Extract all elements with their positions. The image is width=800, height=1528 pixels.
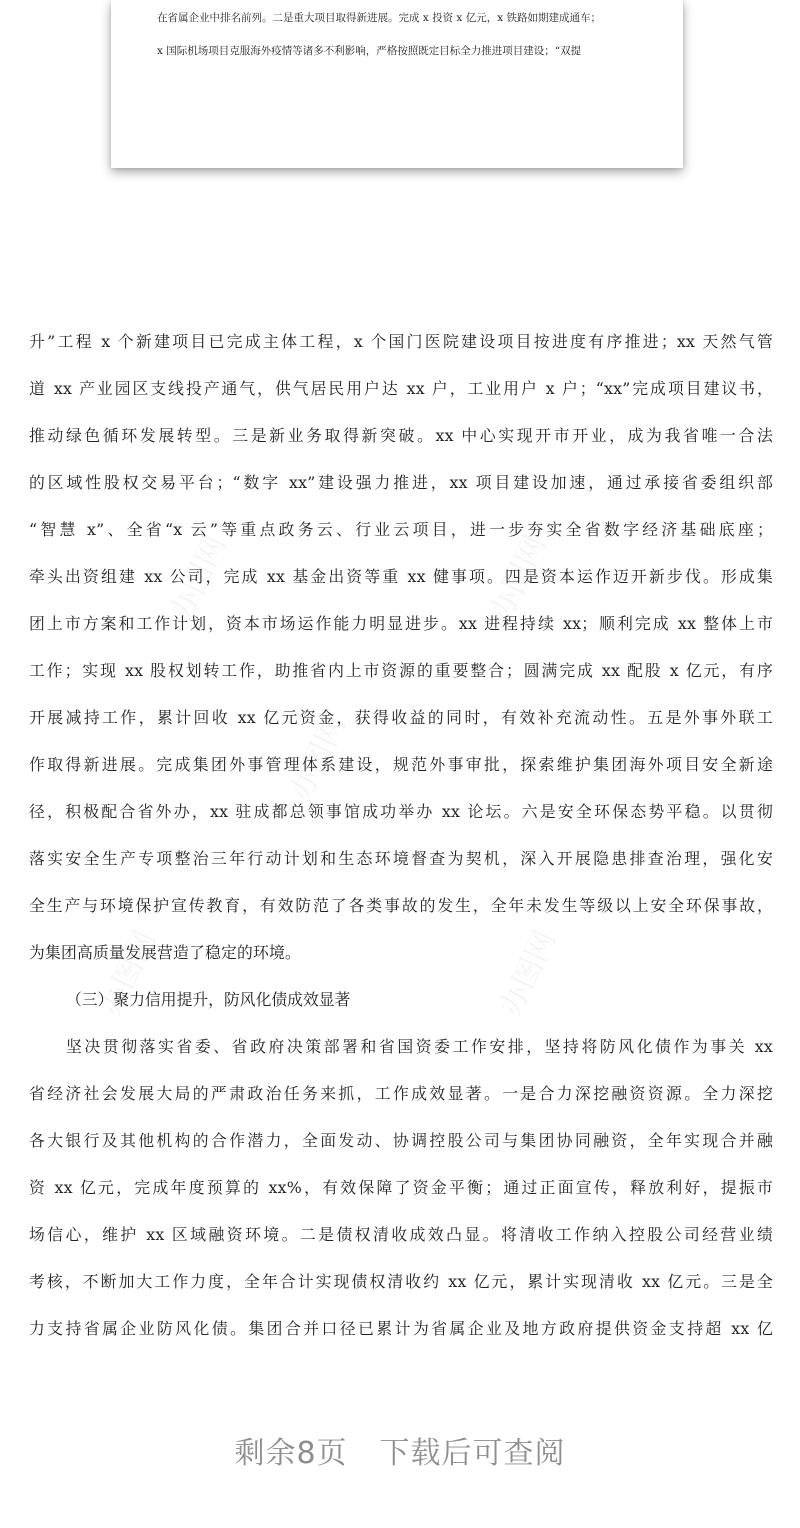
paragraph-line: 作取得新进展。完成集团外事管理体系建设，规范外事审批，探索维护集团海外项目安全新途 xyxy=(29,755,773,774)
paragraph-line: 牵头出资组建 xx 公司，完成 xx 基金出资等重 xx 健事项。四是资本运作迈开新步伐。形成集 xyxy=(29,567,773,586)
paragraph-line: 考核，不断加大工作力度，全年合计实现债权清收约 xx 亿元，累计实现清收 xx 亿元。三是全 xyxy=(29,1272,773,1291)
paragraph-line: 的区域性股权交易平台；“数字 xx”建设强力推进，xx 项目建设加速，通过承接省委组织部 xyxy=(29,473,773,492)
download-hint-label[interactable]: 下载后可查阅 xyxy=(379,1436,566,1471)
paragraph-line: 开展减持工作，累计回收 xx 亿元资金，获得收益的同时，有效补充流动性。五是外事外联工 xyxy=(29,708,773,727)
paragraph-line: 升”工程 x 个新建项目已完成主体工程，x 个国门医院建设项目按进度有序推进；xx 天然气管 xyxy=(29,332,773,351)
paragraph-line: 坚决贯彻落实省委、省政府决策部署和省国资委工作安排，坚持将防风化债作为事关 xx xyxy=(66,1037,773,1056)
paragraph-line: 推动绿色循环发展转型。三是新业务取得新突破。xx 中心实现开市开业，成为我省唯一合法 xyxy=(29,426,773,445)
paragraph-line: 径，积极配合省外办，xx 驻成都总领事馆成功举办 xx 论坛。六是安全环保态势平稳。以贯彻 xyxy=(29,802,773,821)
remaining-pages-label[interactable]: 剩余8页 xyxy=(234,1436,348,1471)
paragraph-line: 落实安全生产专项整治三年行动计划和生态环境督查为契机，深入开展隐患排查治理，强化安 xyxy=(29,849,773,868)
preview-line-1: 在省属企业中排名前列。二是重大项目取得新进展。完成 x 投资 x 亿元，x 铁路如期建成通车； xyxy=(157,12,601,24)
paragraph-line: 工作；实现 xx 股权划转工作，助推省内上市资源的重要整合；圆满完成 xx 配股 x 亿元，有序 xyxy=(29,661,773,680)
paragraph-line: 团上市方案和工作计划，资本市场运作能力明显进步。xx 进程持续 xx；顺利完成 xx 整体上市 xyxy=(29,614,773,633)
paragraph-line: 场信心，维护 xx 区域融资环境。二是债权清收成效凸显。将清收工作纳入控股公司经营业绩 xyxy=(29,1225,773,1244)
paragraph-line: 为集团高质量发展营造了稳定的环境。 xyxy=(29,943,301,962)
paragraph-line: 各大银行及其他机构的合作潜力，全面发动、协调控股公司与集团协同融资，全年实现合并融 xyxy=(29,1131,773,1150)
section-heading: （三）聚力信用提升，防风化债成效显著 xyxy=(66,990,351,1009)
paragraph-line: “智慧 x”、全省“x 云”等重点政务云、行业云项目，进一步夯实全省数字经济基础底座； xyxy=(29,520,773,539)
page-preview-card xyxy=(111,0,683,168)
watermark-text xyxy=(486,922,564,1022)
paragraph-line: 道 xx 产业园区支线投产通气，供气居民用户达 xx 户，工业用户 x 户；“xx”完成项目建议书， xyxy=(29,379,773,398)
download-prompt[interactable] xyxy=(0,1428,800,1472)
preview-line-2: x 国际机场项目克服海外疫情等诸多不利影响，严格按照既定目标全力推进项目建设；“双提 xyxy=(157,45,582,57)
paragraph-line: 资 xx 亿元，完成年度预算的 xx%，有效保障了资金平衡；通过正面宣传，释放利好，提振市 xyxy=(29,1178,773,1197)
paragraph-line: 全生产与环境保护宣传教育，有效防范了各类事故的发生，全年未发生等级以上安全环保事故， xyxy=(29,896,773,915)
paragraph-line: 省经济社会发展大局的严肃政治任务来抓，工作成效显著。一是合力深挖融资资源。全力深挖 xyxy=(29,1084,773,1103)
paragraph-line: 力支持省属企业防风化债。集团合并口径已累计为省属企业及地方政府提供资金支持超 xx 亿 xyxy=(29,1319,773,1338)
